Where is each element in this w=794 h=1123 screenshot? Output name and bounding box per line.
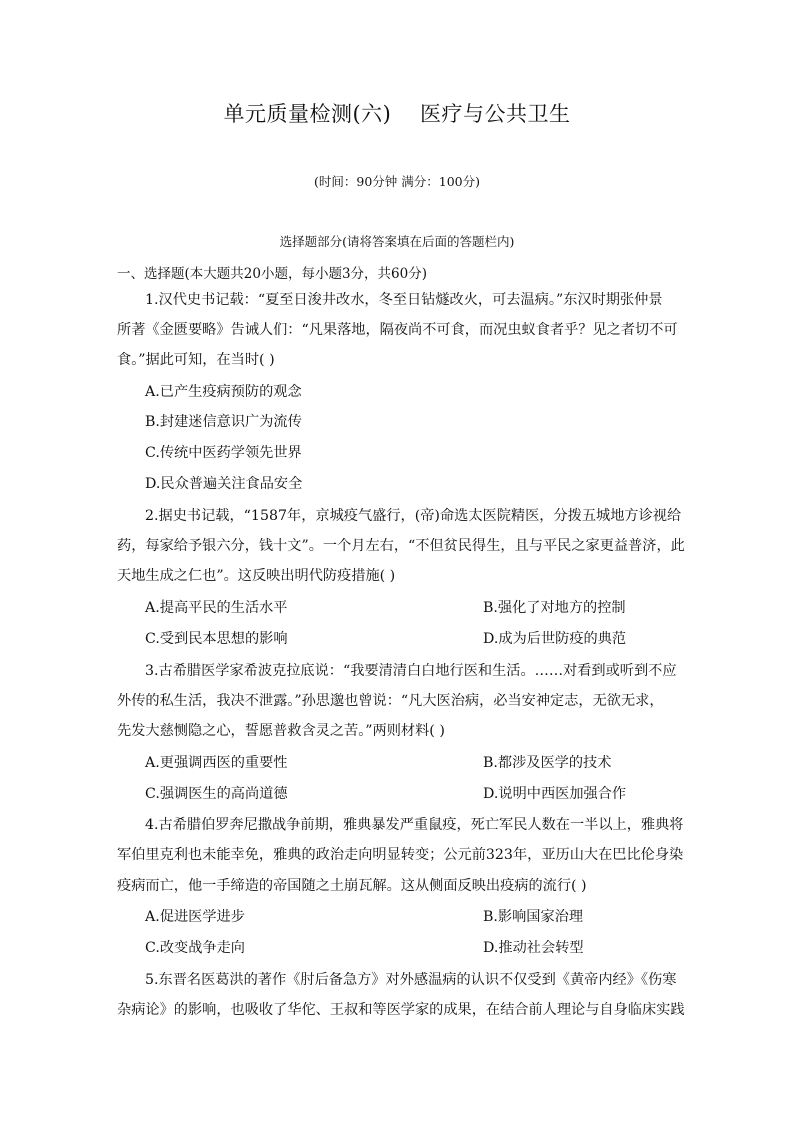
section-heading: 选择题部分(请将答案填在后面的答题栏内) bbox=[279, 234, 515, 249]
question-2-option-a: A.提高平民的生活水平 bbox=[145, 600, 288, 616]
question-2-option-d: D.成为后世防疫的典范 bbox=[483, 631, 627, 647]
question-3-line-3: 先发大慈恻隐之心，誓愿普救含灵之苦。”两则材料( ) bbox=[117, 723, 445, 739]
exam-meta: (时间：90分钟 满分：100分) bbox=[314, 174, 480, 189]
question-2-option-b: B.强化了对地方的控制 bbox=[483, 600, 626, 616]
question-1-option-d: D.民众普遍关注食品安全 bbox=[145, 476, 303, 492]
question-5-line-1: 5.东晋名医葛洪的著作《肘后备急方》对外感温病的认识不仅受到《黄帝内经》《伤寒 bbox=[145, 972, 677, 988]
question-1-option-c: C.传统中医药学领先世界 bbox=[145, 445, 302, 461]
question-2-line-3: 天地生成之仁也”。这反映出明代防疫措施( ) bbox=[117, 568, 396, 584]
question-1-option-a: A.已产生疫病预防的观念 bbox=[145, 384, 302, 400]
question-4-option-d: D.推动社会转型 bbox=[483, 940, 584, 956]
page-title: 单元质量检测(六) 医疗与公共卫生 bbox=[223, 102, 571, 126]
question-3-option-a: A.更强调西医的重要性 bbox=[145, 755, 288, 771]
question-4-option-c: C.改变战争走向 bbox=[145, 940, 245, 956]
question-1-line-3: 食。”据此可知，在当时( ) bbox=[117, 352, 275, 368]
question-2-option-c: C.受到民本思想的影响 bbox=[145, 631, 288, 647]
question-3-option-b: B.都涉及医学的技术 bbox=[483, 755, 612, 771]
question-3-line-1: 3.古希腊医学家希波克拉底说：“我要清清白白地行医和生活。……对看到或听到不应 bbox=[145, 663, 677, 679]
question-4-option-b: B.影响国家治理 bbox=[483, 909, 584, 925]
question-1-option-b: B.封建迷信意识广为流传 bbox=[145, 414, 302, 430]
part-heading: 一、选择题(本大题共20小题，每小题3分，共60分) bbox=[117, 266, 427, 282]
question-3-option-d: D.说明中西医加强合作 bbox=[483, 786, 627, 802]
question-5-line-2: 杂病论》的影响，也吸收了华佗、王叔和等医学家的成果，在结合前人理论与自身临床实践 bbox=[117, 1002, 685, 1018]
question-3-line-2: 外传的私生活，我决不泄露。”孙思邈也曾说：“凡大医治病，必当安神定志，无欲无求， bbox=[117, 693, 664, 709]
question-1-line-2: 所著《金匮要略》告诫人们：“凡果落地，隔夜尚不可食，而况虫蚁食者乎？见之者切不可 bbox=[117, 322, 678, 338]
question-3-option-c: C.强调医生的高尚道德 bbox=[145, 786, 288, 802]
question-4-line-3: 疫病而亡，他一手缔造的帝国随之土崩瓦解。这从侧面反映出疫病的流行( ) bbox=[117, 878, 587, 894]
question-4-line-2: 军伯里克利也未能幸免，雅典的政治走向明显转变；公元前323年，亚历山大在巴比伦身染 bbox=[117, 847, 684, 863]
question-4-option-a: A.促进医学进步 bbox=[145, 909, 245, 925]
question-1-line-1: 1.汉代史书记载：“夏至日浚井改水，冬至日钻燧改火，可去温病。”东汉时期张仲景 bbox=[145, 292, 663, 308]
question-2-line-1: 2.据史书记载，“1587年，京城疫气盛行，(帝)命选太医院精医，分拨五城地方诊视给 bbox=[145, 508, 682, 524]
question-4-line-1: 4.古希腊伯罗奔尼撒战争前期，雅典暴发严重鼠疫，死亡军民人数在一半以上，雅典将 bbox=[145, 817, 684, 833]
question-2-line-2: 药，每家给予银六分，钱十文”。一个月左右，“不但贫民得生，且与平民之家更益普济，此 bbox=[117, 538, 685, 554]
